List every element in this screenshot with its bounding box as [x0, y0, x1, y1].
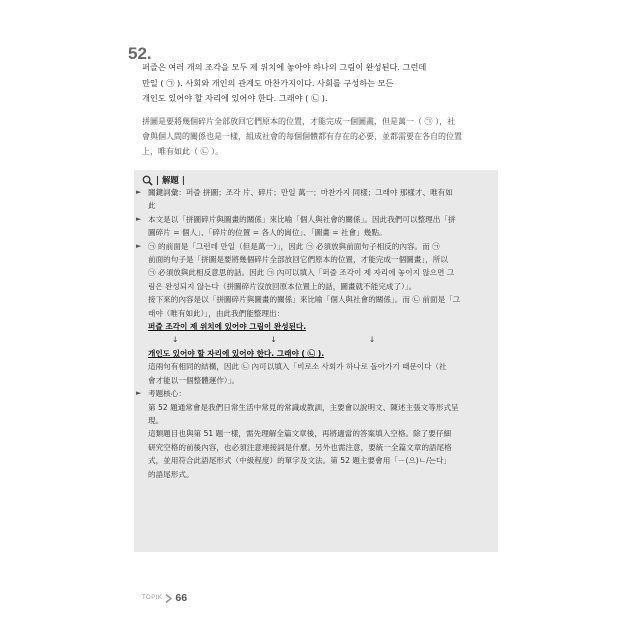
down-arrow-icon: ↓ [270, 335, 277, 345]
triangle-bullet-icon: ► [136, 389, 142, 398]
down-arrow-icon: ↓ [368, 335, 376, 345]
footer-brand: TOPIK [142, 594, 163, 601]
solution-line: 接下來的內容是以「拼圖碎片與圖畫的關係」來比喻「個人與社會的關係」。而 ㉡ 前面是「그 [148, 295, 461, 305]
solution-item-core [136, 387, 490, 481]
solution-title: 解題 [162, 175, 179, 185]
solution-line: 考題核心： [148, 389, 186, 399]
solution-line: 現。 [148, 415, 164, 425]
korean-line: 개인도 있어야 할 자리에 있어야 한다. 그래야 ( ㉡ ). [142, 93, 328, 103]
solution-header: | 解題 | [142, 174, 185, 186]
solution-content [136, 186, 490, 481]
magnifier-icon [142, 175, 153, 186]
solution-line: 的語尾形式。 [148, 469, 194, 479]
solution-line: 這類題目也與第 51 題一樣，需先理解全篇文章後，再將適當的答案填入空格。除了要仔細 [148, 429, 452, 439]
triangle-bullet-icon: ► [136, 241, 142, 250]
korean-line: 만일 ( ㉠ ). 사회와 개인의 관계도 마찬가지이다. 사회를 구성하는 모든 [142, 77, 394, 88]
solution-item-keywords [136, 186, 490, 213]
down-arrow-icon: ↓ [172, 335, 179, 345]
chinese-line: 拼圖是要將幾個碎片全部放回它們原本的位置，才能完成一個圖畫，但是萬一（ ㉠ ），社 [142, 117, 456, 126]
triangle-bullet-icon: ► [136, 214, 142, 223]
example-sentence-1: 퍼즐 조각이 제 위치에 있어야 그림이 완성된다. [148, 322, 307, 332]
chevron-right-icon [165, 588, 172, 607]
page-footer [142, 588, 187, 607]
solution-line: 래야（唯有如此）」，由此我們能整理出： [148, 308, 285, 318]
solution-line: 研究空格的前後內容，也必須注意連接詞是什麼。另外也需注意，要統一全篇文章的語尾格 [148, 442, 452, 452]
triangle-bullet-icon: ► [136, 188, 142, 196]
chinese-line: 上，唯有如此（ ㉡ ）。 [142, 147, 224, 156]
solution-line: ㉠ 必須放與此相反意思的話。因此 ㉠ 內可以填入「퍼즐 조각이 제 자리에 놓이지 않으면 그 [148, 268, 455, 278]
solution-item-blank-analysis [136, 240, 490, 387]
question-korean-text [142, 60, 492, 107]
solution-line: 圖碎片 = 個人」、「碎片的位置 = 各人的崗位」、「圖畫 = 社會」幾點。 [148, 228, 387, 238]
page-number: 66 [175, 591, 188, 604]
solution-line: 第 52 題通常會是我們日常生活中常見的常識或教訓，主要會以說明文、陳述主張文等形式呈 [148, 402, 459, 412]
solution-line: 關鍵詞彙：퍼즐 拼圖；조각 片、碎片；만일 萬一；마찬가지 同樣；그래야 那樣才、唯有如 [148, 188, 453, 197]
solution-line: 本文是以「拼圖碎片與圖畫的關係」來比喻「個人與社會的關係」。因此我們可以整理出「拼 [148, 214, 456, 224]
solution-line: 前面的句子是「拼圖是要將幾個碎片全部放回它們原本的位置，才能完成一個圖畫」，所以 [148, 255, 448, 265]
structure-arrows [148, 333, 490, 346]
question-chinese-translation [142, 114, 492, 159]
solution-line: 此 [148, 201, 156, 211]
solution-line: 會才能以一個整體運作）」。 [148, 375, 240, 385]
solution-item-metaphor [136, 213, 490, 240]
solution-line: 式，並用符合此語尾形式（中級程度）的單字及文法。第 52 題主要會用「－(으)ㄴ/는다」 [148, 456, 451, 466]
solution-line: 這兩句有相同的結構，因此 ㉡ 內可以填入「비로소 사회가 하나로 돌아가기 때문이다（社 [148, 362, 447, 372]
example-sentence-2: 개인도 있어야 할 자리에 있어야 한다. 그래야 ( ㉡ ). [148, 348, 325, 358]
solution-line: ㉠ 的前面是「그런데 만일（但是萬一）」，因此 ㉠ 必須放與前面句子相反的內容。而 ㉠ [148, 241, 440, 251]
solution-line: 림은 완성되지 않는다（拼圖碎片沒放回原本位置上的話，圖畫就不能完成了）」。 [148, 281, 417, 291]
korean-line: 퍼즐은 여러 개의 조각을 모두 제 위치에 놓아야 하나의 그림이 완성된다. 그런데 [142, 62, 427, 72]
question-number: 52. [128, 44, 152, 63]
chinese-line: 會與個人間的關係也是一樣，組成社會的每個個體都有存在的必要，並都需要在各自的位置 [142, 132, 462, 141]
